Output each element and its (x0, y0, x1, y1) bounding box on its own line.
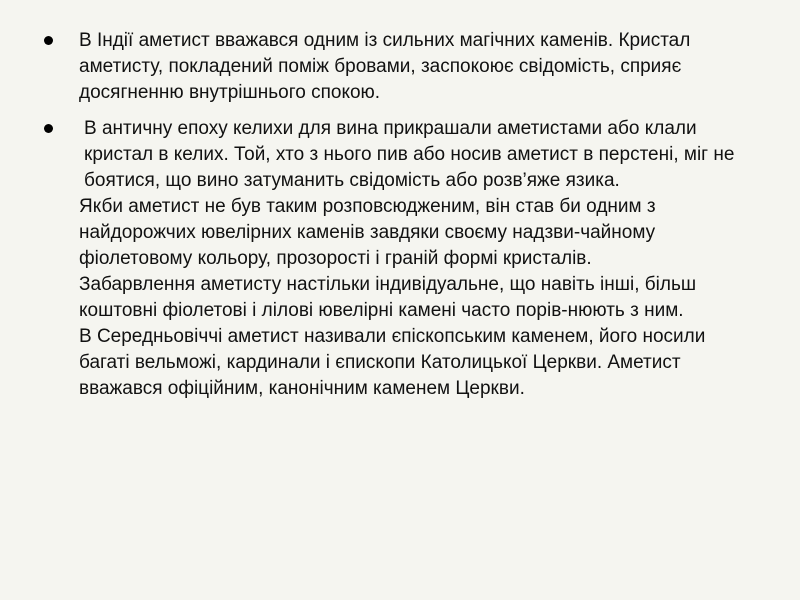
paragraph-antiquity: В античну епоху келихи для вина прикрашали аметистами або клали кристал в келих. Той, хто з нього пив або носив аметист в перстені, міг не боятися, що вино затуманить свідомість або розв’яже язика. (84, 118, 735, 191)
paragraph-middle-ages: В Середньовіччі аметист називали єпіскопським каменем, його носили багаті вельможі, кардинали і єпископи Католицької Церкви. Аметист вважався офіційним, канонічним каменем Церкви. (79, 326, 706, 399)
bullet-item-antiquity (44, 116, 756, 402)
bullet-item-india (44, 28, 756, 106)
bullet-dot-icon (44, 36, 53, 45)
bullet-list (44, 28, 756, 402)
paragraph-color: Забарвлення аметисту настільки індивідуальне, що навіть інші, більш коштовні фіолетові і лілові ювелірні камені часто порів-нюють з ним. (79, 274, 697, 321)
paragraph-value: Якби аметист не був таким розповсюдженим, він став би одним з найдорожчих ювелірних каменів завдяки своєму надзви-чайному фіолетовому кольору, прозорості і граній формі кристалів. (79, 196, 656, 269)
paragraph-india: В Індії аметист вважався одним із сильних магічних каменів. Кристал аметисту, покладений поміж бровами, заспокоює свідомість, сприяє досягненню внутрішнього спокою. (79, 30, 691, 103)
bullet-dot-icon (44, 124, 53, 133)
